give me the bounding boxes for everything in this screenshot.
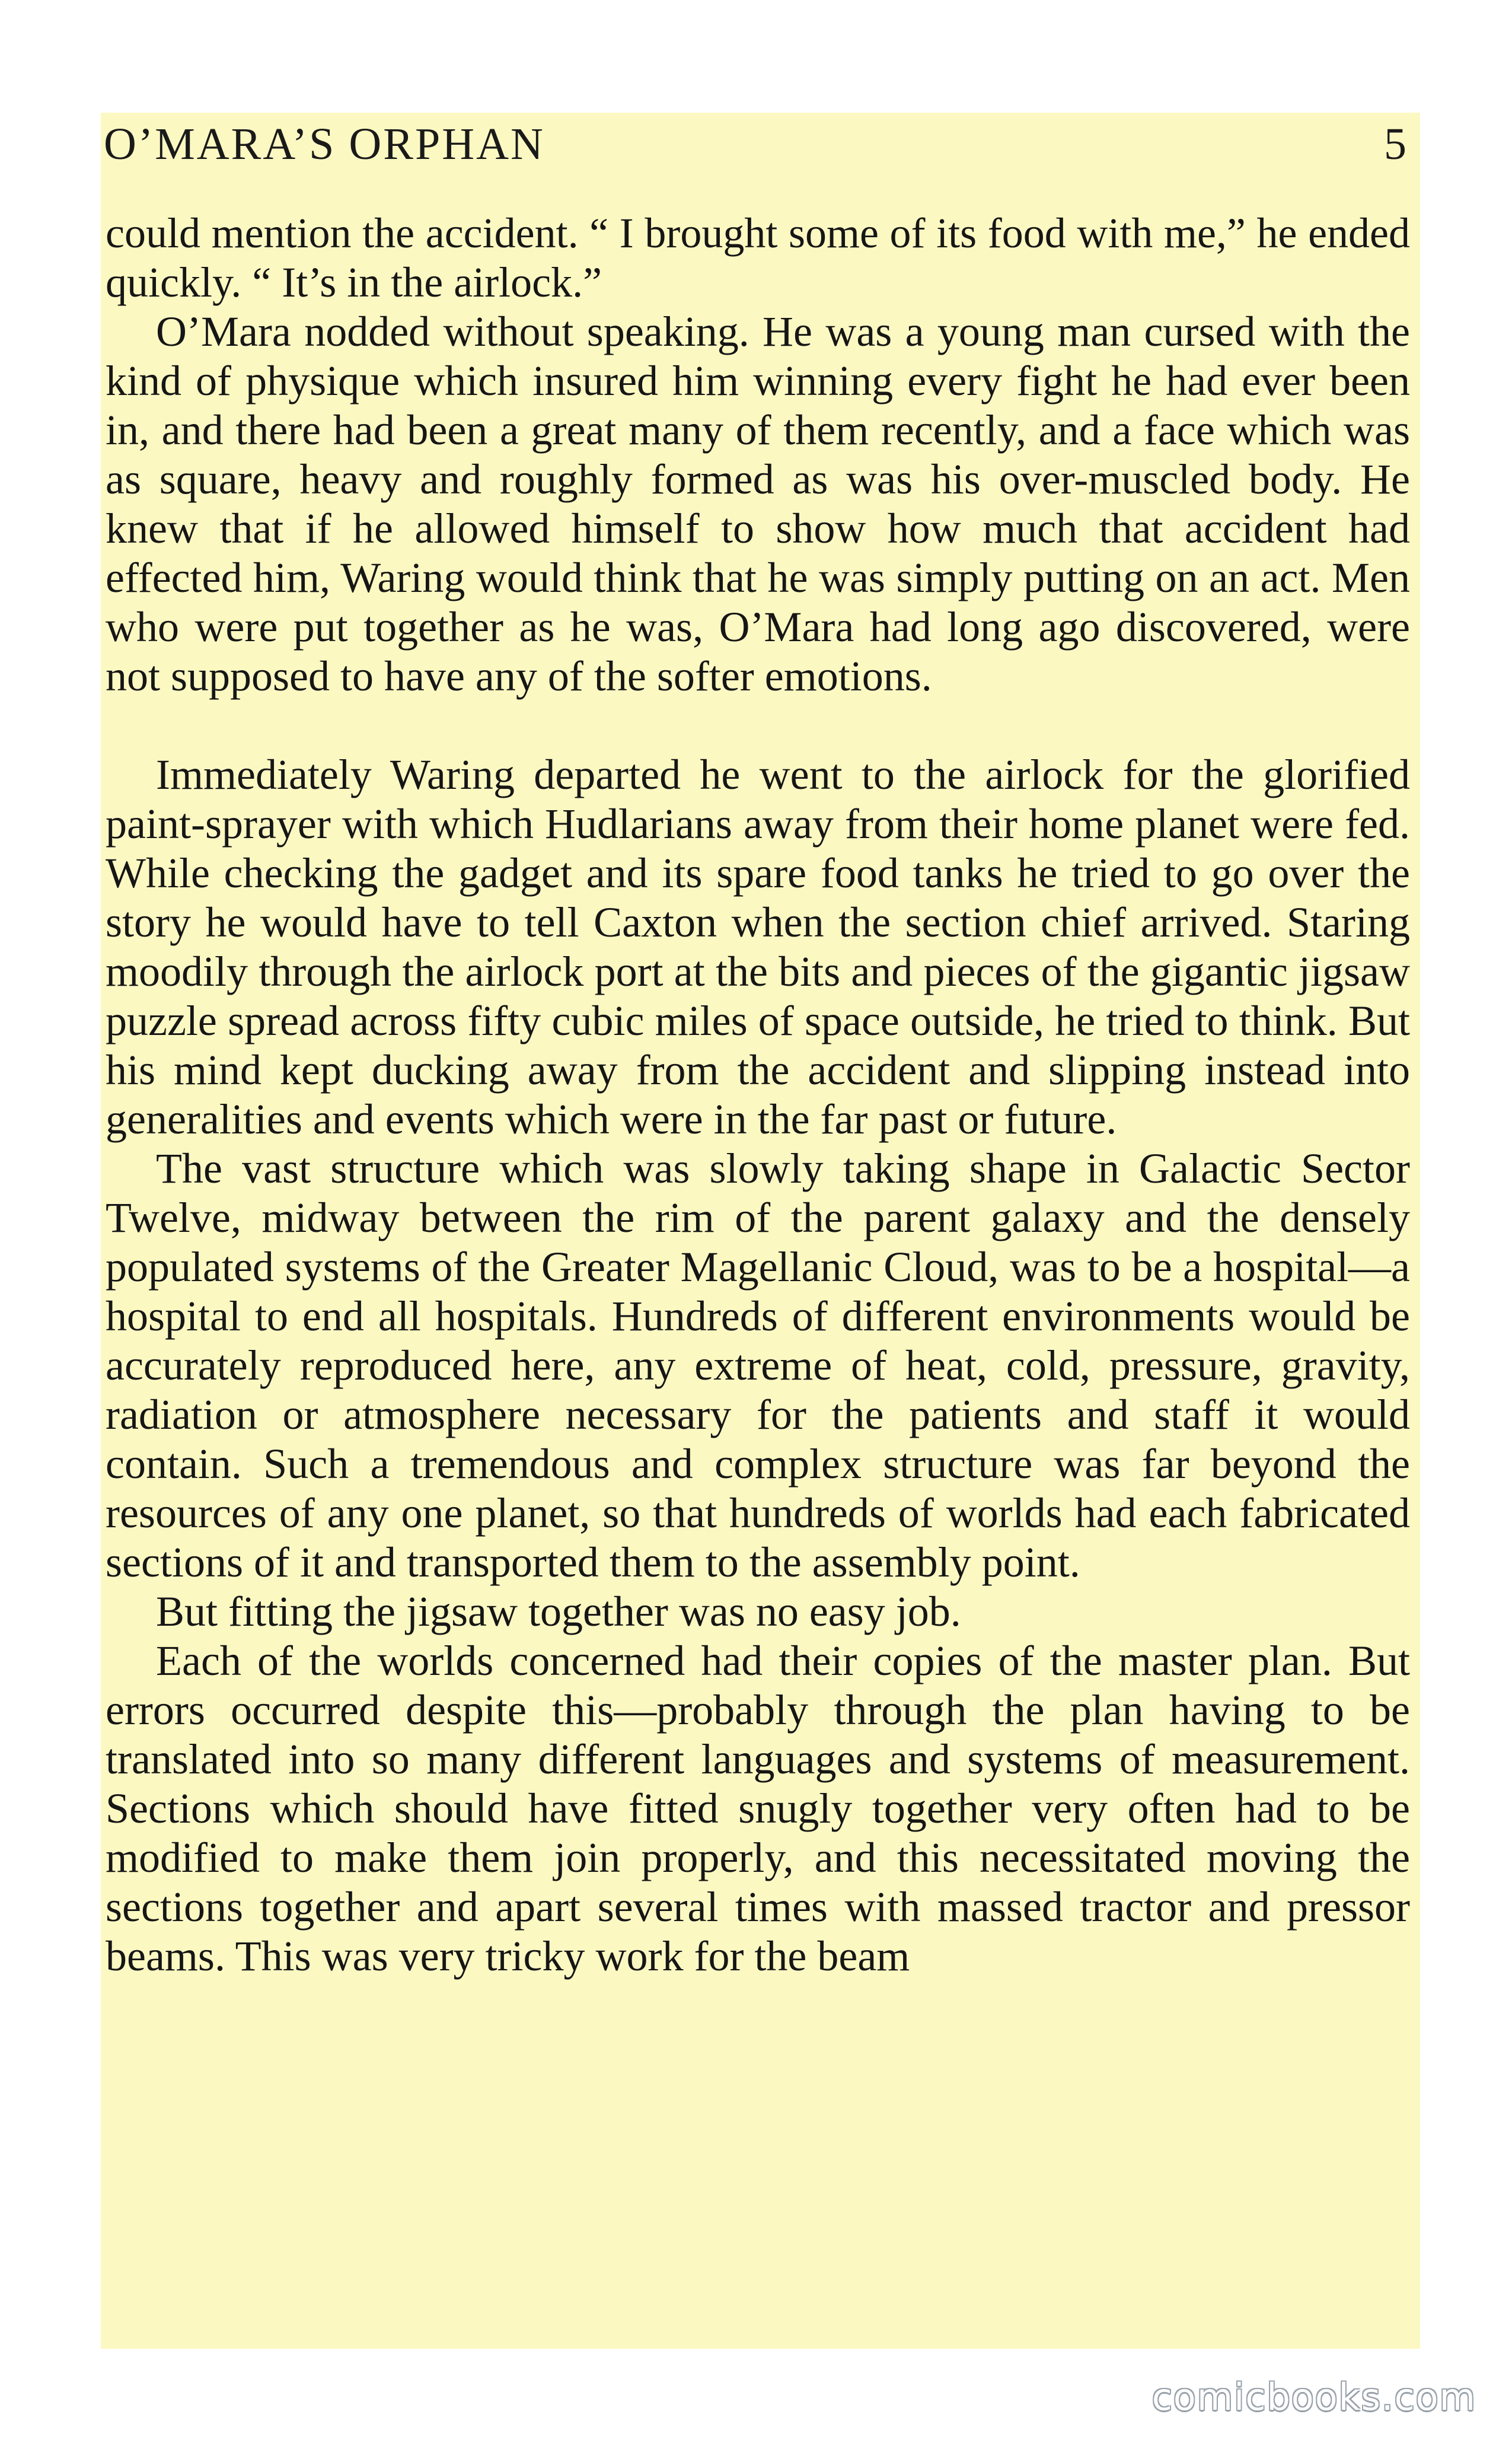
running-title: O’MARA’S ORPHAN — [104, 119, 545, 169]
paragraph-6: Each of the worlds concerned had their copies of the master plan. But errors occurred despite this—probably through the plan having to be translated into so many different languages and systems of measurement. Sections which should have fitted snugly together very often had to be modified to make them join properly, and this necessitated moving the sections together and apart several times with massed tractor and pressor beams. This was very tricky work for the beam — [106, 1637, 1410, 1980]
watermark: comicbooks.com — [1151, 2375, 1476, 2419]
paragraph-4: The vast structure which was slowly taking shape in Galactic Sector Twelve, midway between the rim of the parent galaxy and the densely populated systems of the Greater Magellanic Cloud, was to be a hospital—a hospital to end all hospitals. Hundreds of different environments would be accurately reproduced here, any extreme of heat, cold, pressure, gravity, radiation or atmosphere necessary for the patients and staff it would contain. Such a tremendous and complex structure was far beyond the resources of any one planet, so that hundreds of worlds had each fabricated sections of it and transported them to the assembly point. — [106, 1145, 1410, 1586]
paragraph-1: could mention the accident. “ I brought some of its food with me,” he ended quickly. “ It’s in the airlock.” — [106, 209, 1410, 306]
page-number: 5 — [1384, 119, 1408, 169]
paragraph-3: Immediately Waring departed he went to the airlock for the glorified paint-sprayer with which Hudlarians away from their home planet were fed. While checking the gadget and its spare food tanks he tried to go over the story he would have to tell Caxton when the section chief arrived. Staring moodily through the airlock port at the bits and pieces of the gigantic jigsaw puzzle spread across fifty cubic miles of space outside, he tried to think. But his mind kept ducking away from the accident and slipping instead into generalities and events which were in the far past or future. — [106, 751, 1410, 1143]
paragraph-5: But fitting the jigsaw together was no easy job. — [156, 1588, 961, 1635]
running-head — [104, 119, 1408, 172]
paragraph-2: O’Mara nodded without speaking. He was a young man cursed with the kind of physique which insured him winning every fight he had ever been in, and there had been a great many of them recently, and a face which was as square, heavy and roughly formed as was his over-muscled body. He knew that if he allowed himself to show how much that accident had effected him, Waring would think that he was simply putting on an act. Men who were put together as he was, O’Mara had long ago discovered, were not supposed to have any of the softer emotions. — [106, 308, 1410, 700]
body-text — [106, 209, 1410, 1981]
